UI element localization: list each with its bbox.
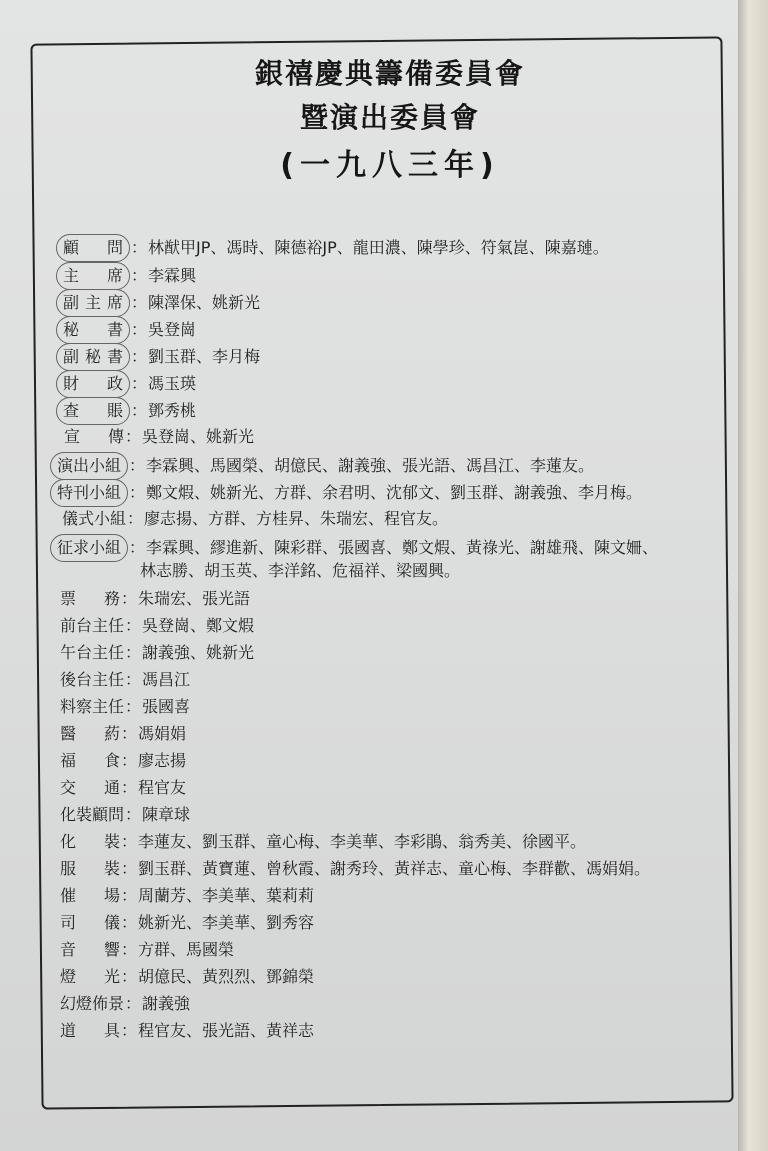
member-names: 吳登崗 [148, 320, 197, 339]
list-item: 午台主任：謝義強、姚新光 [60, 640, 254, 666]
member-names: 廖志揚 [138, 751, 187, 770]
member-names: 謝義強、姚新光 [142, 643, 255, 662]
role-label: 副秘書 [56, 343, 130, 371]
member-names: 程官友、張光語、黃祥志 [138, 1021, 315, 1040]
list-item: 燈 光：胡億民、黃烈烈、鄧錦榮 [60, 964, 314, 990]
role-label: 特刊小組 [50, 479, 128, 507]
member-names: 劉玉群、李月梅 [148, 347, 261, 366]
list-item: 司 儀：姚新光、李美華、劉秀容 [60, 910, 314, 936]
list-item: 音 響：方群、馬國榮 [60, 937, 234, 963]
member-names: 吳登崗、姚新光 [142, 427, 255, 446]
list-item: 主 席 ：李霖興 [64, 262, 196, 288]
member-names: 馮玉瑛 [148, 374, 197, 393]
role-label: 儀式小組 [62, 509, 127, 528]
list-item: 道 具：程官友、張光語、黃祥志 [60, 1018, 314, 1044]
role-label: 化 裝 [60, 832, 120, 851]
member-names-continued: 林志勝、胡玉英、李洋銘、危福祥、梁國興。 [140, 561, 461, 580]
role-label: 音 響 [60, 940, 120, 959]
member-names: 陳章球 [142, 805, 191, 824]
role-label: 醫 葯 [60, 724, 120, 743]
role-label: 司 儀 [60, 913, 120, 932]
member-names: 程官友 [138, 778, 187, 797]
list-item: 儀式小組：廖志揚、方群、方桂昇、朱瑞宏、程官友。 [62, 506, 448, 532]
list-item: 福 食：廖志揚 [60, 748, 186, 774]
member-names: 陳澤保、姚新光 [148, 293, 261, 312]
role-label: 宣 傳 [64, 427, 124, 446]
member-names: 林猷甲JP、馮時、陳德裕JP、龍田濃、陳學珍、符氣崑、陳嘉璉。 [148, 238, 609, 257]
role-label: 化裝顧問 [60, 805, 125, 824]
title-line-1: 銀禧慶典籌備委員會 [254, 57, 525, 90]
list-item: 化裝顧問：陳章球 [60, 802, 190, 828]
list-item: 服 裝：劉玉群、黃寶蓮、曾秋霞、謝秀玲、黃祥志、童心梅、李群歡、馮娟娟。 [60, 856, 650, 882]
member-names: 李蓮友、劉玉群、童心梅、李美華、李彩鵑、翁秀美、徐國平。 [138, 832, 587, 851]
role-label: 財 政 [56, 370, 130, 398]
page-edge [738, 0, 768, 1151]
title-line-3: (一九八三年) [280, 148, 500, 183]
list-item: 前台主任：吳登崗、鄭文煆 [60, 613, 254, 639]
list-item: 秘 書 ：吳登崗 [64, 316, 196, 342]
list-item: 票 務：朱瑞宏、張光語 [60, 586, 250, 612]
role-label: 票 務 [60, 589, 120, 608]
list-item: 交 通：程官友 [60, 775, 186, 801]
list-item: 顧 問 ：林猷甲JP、馮時、陳德裕JP、龍田濃、陳學珍、符氣崑、陳嘉璉。 [64, 234, 609, 260]
member-names: 胡億民、黃烈烈、鄧錦榮 [138, 967, 315, 986]
role-label: 演出小組 [50, 452, 128, 480]
list-item: 醫 葯：馮娟娟 [60, 721, 186, 747]
role-label: 後台主任 [60, 670, 125, 689]
role-label: 福 食 [60, 751, 120, 770]
list-item: 宣 傳：吳登崗、姚新光 [64, 424, 254, 450]
member-names: 鄧秀桃 [148, 401, 197, 420]
role-label: 征求小組 [50, 534, 128, 562]
list-item: 料察主任：張國喜 [60, 694, 190, 720]
list-item: 財 政 ：馮玉瑛 [64, 370, 196, 396]
role-label: 查 賬 [56, 397, 130, 425]
member-names: 謝義強 [142, 994, 191, 1013]
list-item: 演出小組 ：李霖興、馬國榮、胡億民、謝義強、張光語、馮昌江、李蓮友。 [58, 452, 594, 478]
list-item: 特刊小組 ：鄭文煆、姚新光、方群、余君明、沈郁文、劉玉群、謝義強、李月梅。 [58, 479, 642, 505]
role-label: 前台主任 [60, 616, 125, 635]
role-label: 道 具 [60, 1021, 120, 1040]
list-item: 催 場：周蘭芳、李美華、葉莉莉 [60, 883, 314, 909]
list-item: 征求小組 ：李霖興、繆進新、陳彩群、張國喜、鄭文煆、黃祿光、謝雄飛、陳文姍、 [58, 534, 658, 560]
role-label: 交 通 [60, 778, 120, 797]
member-names: 李霖興、馬國榮、胡億民、謝義強、張光語、馮昌江、李蓮友。 [146, 456, 595, 475]
role-label: 幻燈佈景 [60, 994, 125, 1013]
role-label: 顧 問 [56, 234, 130, 262]
member-names: 朱瑞宏、張光語 [138, 589, 251, 608]
role-label: 服 裝 [60, 859, 120, 878]
member-names: 劉玉群、黃寶蓮、曾秋霞、謝秀玲、黃祥志、童心梅、李群歡、馮娟娟。 [138, 859, 651, 878]
member-names: 李霖興、繆進新、陳彩群、張國喜、鄭文煆、黃祿光、謝雄飛、陳文姍、 [146, 538, 659, 557]
list-item: 化 裝：李蓮友、劉玉群、童心梅、李美華、李彩鵑、翁秀美、徐國平。 [60, 829, 586, 855]
role-label: 料察主任 [60, 697, 125, 716]
member-names: 張國喜 [142, 697, 191, 716]
member-names: 馮娟娟 [138, 724, 187, 743]
role-label: 燈 光 [60, 967, 120, 986]
title-line-2: 暨演出委員會 [299, 101, 480, 134]
role-label: 秘 書 [56, 316, 130, 344]
member-names: 姚新光、李美華、劉秀容 [138, 913, 315, 932]
member-names: 李霖興 [148, 266, 197, 285]
role-label: 午台主任 [60, 643, 125, 662]
member-names: 周蘭芳、李美華、葉莉莉 [138, 886, 315, 905]
list-item: 幻燈佈景：謝義強 [60, 991, 190, 1017]
role-label: 主 席 [56, 262, 130, 290]
list-item: 副秘書 ：劉玉群、李月梅 [64, 343, 260, 369]
member-names: 廖志揚、方群、方桂昇、朱瑞宏、程官友。 [144, 509, 449, 528]
role-label: 副主席 [56, 289, 130, 317]
list-item: 副主席 ：陳澤保、姚新光 [64, 289, 260, 315]
member-names: 馮昌江 [142, 670, 191, 689]
list-item: 後台主任：馮昌江 [60, 667, 190, 693]
member-names: 吳登崗、鄭文煆 [142, 616, 255, 635]
list-item: 查 賬 ：鄧秀桃 [64, 397, 196, 423]
member-names: 鄭文煆、姚新光、方群、余君明、沈郁文、劉玉群、謝義強、李月梅。 [146, 483, 643, 502]
member-names: 方群、馬國榮 [138, 940, 235, 959]
role-label: 催 場 [60, 886, 120, 905]
